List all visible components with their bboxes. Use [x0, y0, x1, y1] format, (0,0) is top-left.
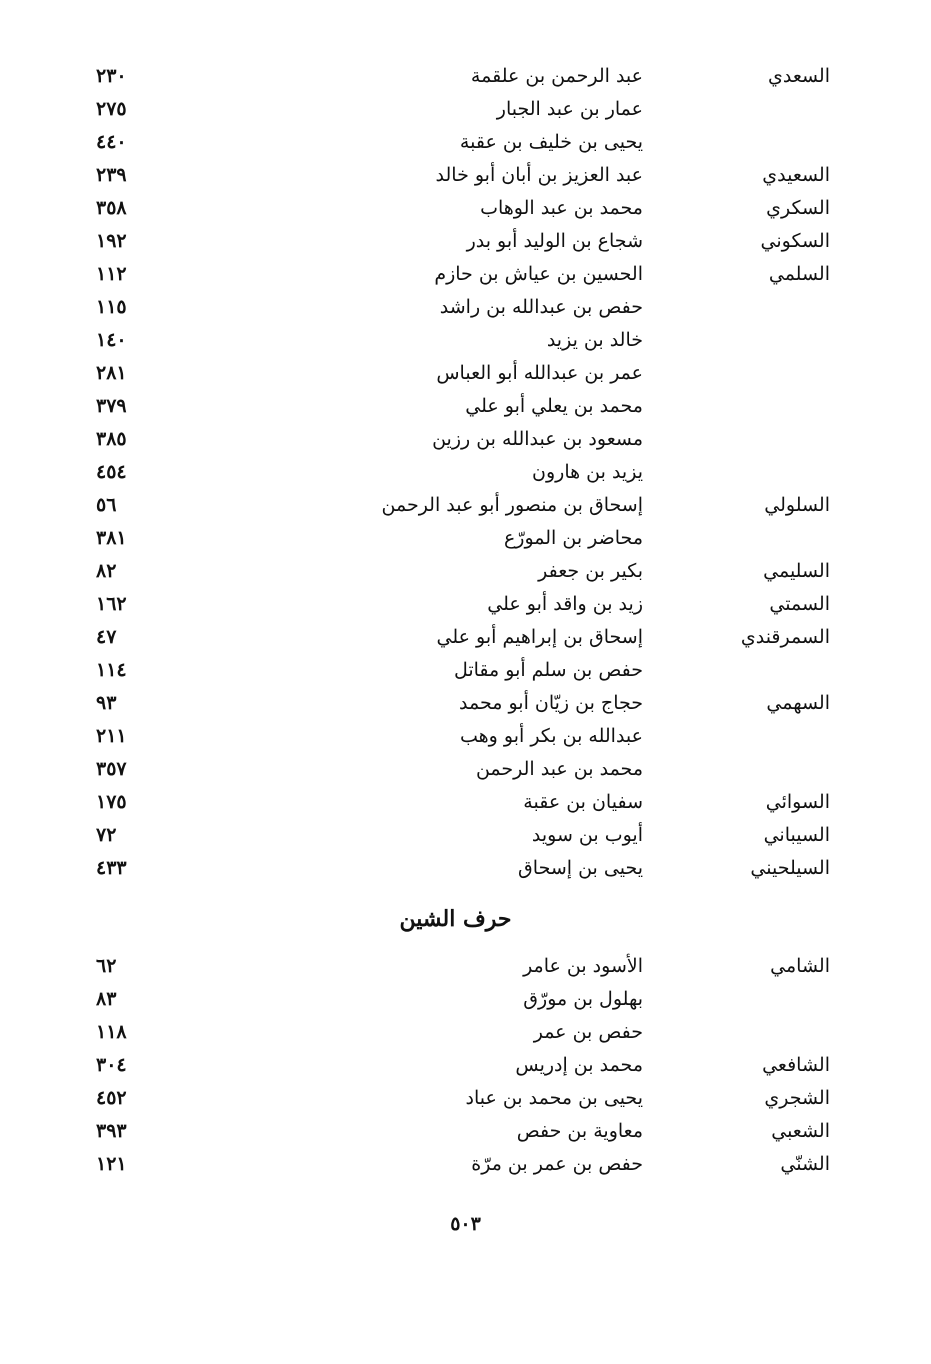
- page-ref: ٤٥٤: [96, 461, 127, 483]
- index-row: [0, 62, 931, 95]
- index-row: [0, 491, 931, 524]
- narrator-name: عبد الرحمن بن علقمة: [470, 65, 643, 87]
- narrator-name: حجاج بن زيّان أبو محمد: [459, 692, 643, 714]
- nisba: الشنّي: [780, 1153, 830, 1175]
- nisba: الشجري: [764, 1087, 830, 1109]
- nisba: السيلحيني: [750, 857, 830, 879]
- nisba: السكري: [766, 197, 830, 219]
- index-row: [0, 722, 931, 755]
- index-section-sin: [0, 62, 931, 887]
- page-ref: ١٢١: [96, 1153, 127, 1175]
- page-ref: ٦٢: [96, 955, 117, 977]
- page-ref: ٣٥٨: [96, 197, 127, 219]
- index-row: [0, 854, 931, 887]
- narrator-name: الحسين بن عياش بن حازم: [434, 263, 643, 285]
- index-row: [0, 392, 931, 425]
- index-row: [0, 524, 931, 557]
- nisba: السمتي: [769, 593, 830, 615]
- index-row: [0, 458, 931, 491]
- index-row: [0, 985, 931, 1018]
- index-row: [0, 952, 931, 985]
- section-heading: حرف الشين: [399, 906, 512, 932]
- index-row: [0, 1084, 931, 1117]
- page-ref: ٧٢: [96, 824, 117, 846]
- narrator-name: حفص بن سلم أبو مقاتل: [453, 659, 643, 681]
- index-row: [0, 623, 931, 656]
- index-row: [0, 788, 931, 821]
- page-ref: ١٧٥: [96, 791, 127, 813]
- page-ref: ٣٠٤: [96, 1054, 127, 1076]
- index-row: [0, 821, 931, 854]
- page-ref: ٩٣: [96, 692, 117, 714]
- index-row: [0, 128, 931, 161]
- page-ref: ١١٨: [96, 1021, 127, 1043]
- index-row: [0, 557, 931, 590]
- narrator-name: محمد بن عبد الرحمن: [475, 758, 643, 780]
- nisba: السلولي: [764, 494, 830, 516]
- index-row: [0, 425, 931, 458]
- page-ref: ٣٨١: [96, 527, 127, 549]
- narrator-name: بكير بن جعفر: [538, 560, 643, 582]
- index-row: [0, 326, 931, 359]
- narrator-name: الأسود بن عامر: [523, 955, 643, 977]
- page-ref: ٣٨٥: [96, 428, 127, 450]
- nisba: السوائي: [765, 791, 830, 813]
- index-row: [0, 260, 931, 293]
- page-ref: ٨٣: [96, 988, 117, 1010]
- page-ref: ٤٧: [96, 626, 117, 648]
- nisba: السعيدي: [762, 164, 830, 186]
- narrator-name: شجاع بن الوليد أبو بدر: [466, 230, 643, 252]
- narrator-name: حفص بن عمر: [533, 1021, 643, 1043]
- index-row: [0, 1117, 931, 1150]
- nisba: الشامي: [770, 955, 830, 977]
- narrator-name: عبد العزيز بن أبان أبو خالد: [435, 164, 643, 186]
- index-row: [0, 1018, 931, 1051]
- page-ref: ٤٥٢: [96, 1087, 127, 1109]
- nisba: السهمي: [766, 692, 830, 714]
- narrator-name: بهلول بن مورّق: [523, 988, 643, 1010]
- nisba: السيباني: [763, 824, 830, 846]
- page-ref: ١١٢: [96, 263, 127, 285]
- narrator-name: حفص بن عبدالله بن راشد: [439, 296, 643, 318]
- page-ref: ٢٣٩: [96, 164, 127, 186]
- index-row: [0, 1051, 931, 1084]
- narrator-name: يحيى بن خليف بن عقبة: [459, 131, 643, 153]
- narrator-name: محمد بن يعلي أبو علي: [465, 395, 643, 417]
- page-ref: ٢٣٠: [96, 65, 127, 87]
- page-ref: ٨٢: [96, 560, 117, 582]
- page-ref: ١٦٢: [96, 593, 127, 615]
- narrator-name: عمار بن عبد الجبار: [496, 98, 643, 120]
- narrator-name: يزيد بن هارون: [532, 461, 643, 483]
- index-row: [0, 95, 931, 128]
- index-row: [0, 590, 931, 623]
- nisba: السعدي: [767, 65, 830, 87]
- narrator-name: مسعود بن عبدالله بن رزين: [432, 428, 643, 450]
- narrator-name: يحيى بن محمد بن عباد: [465, 1087, 643, 1109]
- index-row: [0, 293, 931, 326]
- page-ref: ٢٧٥: [96, 98, 127, 120]
- narrator-name: إسحاق بن إبراهيم أبو علي: [436, 626, 643, 648]
- index-row: [0, 194, 931, 227]
- narrator-name: حفص بن عمر بن مرّة: [471, 1153, 643, 1175]
- index-section-shin: [0, 952, 931, 1183]
- page-ref: ٣٥٧: [96, 758, 127, 780]
- index-row: [0, 359, 931, 392]
- narrator-name: محاضر بن المورّع: [503, 527, 643, 549]
- page-ref: ١٤٠: [96, 329, 127, 351]
- page-ref: ٣٧٩: [96, 395, 127, 417]
- nisba: السكوني: [760, 230, 830, 252]
- page-ref: ٣٩٣: [96, 1120, 127, 1142]
- narrator-name: محمد بن عبد الوهاب: [480, 197, 643, 219]
- index-row: [0, 755, 931, 788]
- narrator-name: إسحاق بن منصور أبو عبد الرحمن: [381, 494, 643, 516]
- nisba: السليمي: [763, 560, 830, 582]
- narrator-name: معاوية بن حفص: [516, 1120, 643, 1142]
- nisba: الشعبي: [771, 1120, 830, 1142]
- page-ref: ٤٣٣: [96, 857, 127, 879]
- narrator-name: أيوب بن سويد: [531, 824, 643, 846]
- page-ref: ١١٥: [96, 296, 127, 318]
- index-row: [0, 689, 931, 722]
- narrator-name: عبدالله بن بكر أبو وهب: [460, 725, 643, 747]
- index-row: [0, 227, 931, 260]
- narrator-name: خالد بن يزيد: [546, 329, 643, 351]
- page-ref: ٥٦: [96, 494, 117, 516]
- index-row: [0, 656, 931, 689]
- page-ref: ١٩٢: [96, 230, 127, 252]
- narrator-name: محمد بن إدريس: [515, 1054, 643, 1076]
- page-ref: ٢٨١: [96, 362, 127, 384]
- index-row: [0, 1150, 931, 1183]
- page-ref: ٢١١: [96, 725, 127, 747]
- page-ref: ١١٤: [96, 659, 127, 681]
- page-ref: ٤٤٠: [96, 131, 127, 153]
- nisba: السمرقندي: [740, 626, 830, 648]
- nisba: الشافعي: [762, 1054, 830, 1076]
- narrator-name: عمر بن عبدالله أبو العباس: [436, 362, 643, 384]
- narrator-name: يحيى بن إسحاق: [518, 857, 643, 879]
- index-row: [0, 161, 931, 194]
- narrator-name: سفيان بن عقبة: [523, 791, 643, 813]
- nisba: السلمي: [768, 263, 830, 285]
- page-number: ٥٠٣: [450, 1213, 481, 1235]
- narrator-name: زيد بن واقد أبو علي: [487, 593, 643, 615]
